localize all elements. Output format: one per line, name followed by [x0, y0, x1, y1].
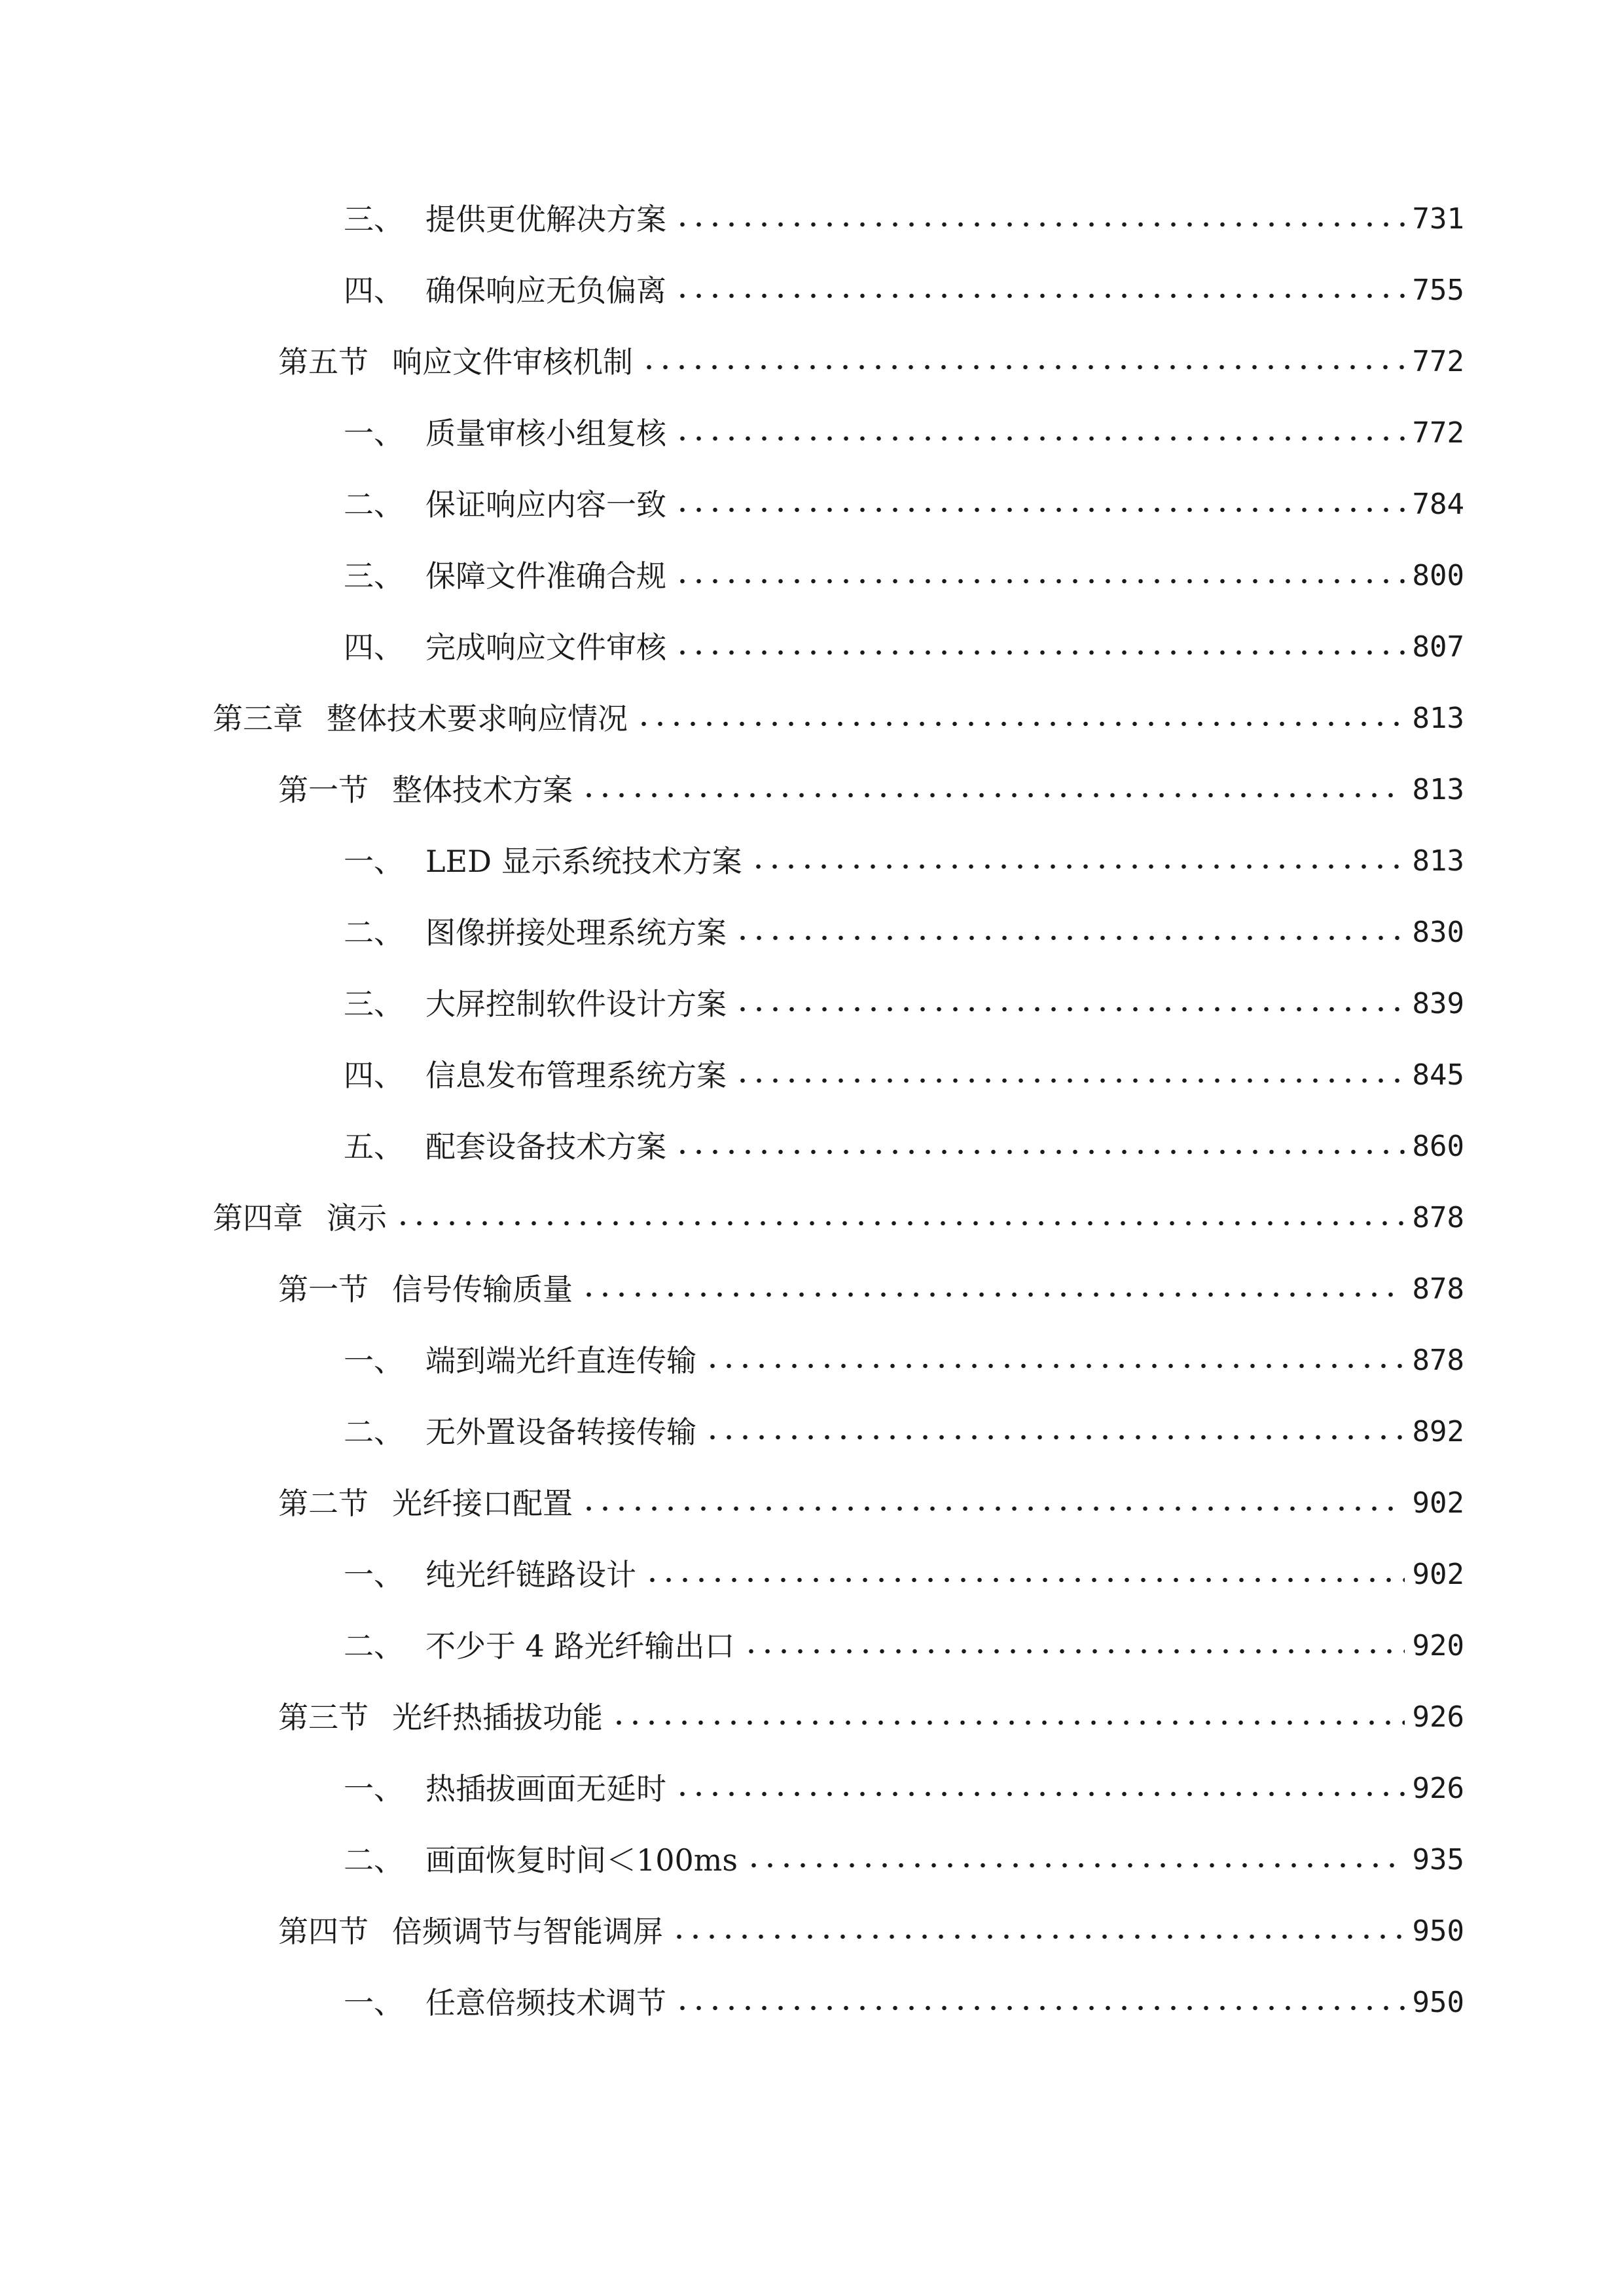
entry-title: 大屏控制软件设计方案	[425, 986, 727, 1022]
dot-leader	[734, 906, 1405, 959]
toc-entry[interactable]	[278, 764, 1464, 816]
entry-number: 第三节	[278, 1700, 369, 1735]
entry-title: 保障文件准确合规	[425, 558, 666, 594]
entry-page-number: 902	[1412, 1486, 1464, 1520]
dot-leader	[674, 621, 1405, 673]
entry-page-number: 755	[1412, 274, 1464, 307]
dot-leader	[674, 1977, 1405, 2029]
entry-page-number: 784	[1412, 488, 1464, 521]
entry-number: 一、	[344, 416, 404, 451]
toc-entry[interactable]	[344, 550, 1464, 602]
entry-page-number: 950	[1412, 1914, 1464, 1948]
dot-leader	[674, 193, 1405, 245]
dot-leader	[581, 764, 1405, 816]
dot-leader	[395, 1192, 1405, 1244]
dot-leader	[734, 1049, 1405, 1102]
toc-entry[interactable]	[278, 1477, 1464, 1530]
dot-leader	[743, 1620, 1405, 1672]
entry-number: 第三章	[213, 701, 303, 736]
entry-title: 保证响应内容一致	[425, 487, 666, 522]
entry-number: 二、	[344, 1628, 404, 1664]
entry-title: 配套设备技术方案	[425, 1129, 666, 1164]
entry-page-number: 839	[1412, 987, 1464, 1020]
dot-leader	[674, 407, 1405, 459]
toc-entry[interactable]	[344, 1335, 1464, 1387]
dot-leader	[674, 1763, 1405, 1815]
entry-number: 三、	[344, 558, 404, 594]
toc-entry[interactable]	[344, 193, 1464, 245]
entry-title: 响应文件审核机制	[392, 344, 633, 380]
dot-leader	[750, 835, 1405, 888]
dot-leader	[581, 1477, 1405, 1530]
entry-number: 四、	[344, 630, 404, 665]
entry-page-number: 950	[1412, 1986, 1464, 2019]
entry-number: 第二节	[278, 1486, 369, 1521]
entry-title: 任意倍频技术调节	[425, 1985, 666, 2020]
dot-leader	[734, 978, 1405, 1030]
entry-page-number: 878	[1412, 1201, 1464, 1234]
entry-page-number: 813	[1412, 702, 1464, 735]
toc-entry[interactable]	[278, 336, 1464, 388]
entry-title: LED 显示系统技术方案	[425, 844, 742, 879]
toc-entry[interactable]	[344, 478, 1464, 531]
entry-number: 第四节	[278, 1914, 369, 1949]
entry-title: 提供更优解决方案	[425, 202, 666, 237]
entry-title: 整体技术要求响应情况	[327, 701, 628, 736]
toc-entry[interactable]	[344, 978, 1464, 1030]
entry-page-number: 892	[1412, 1415, 1464, 1448]
entry-number: 五、	[344, 1129, 404, 1164]
dot-leader	[704, 1335, 1405, 1387]
entry-title: 完成响应文件审核	[425, 630, 666, 665]
entry-title: 光纤热插拔功能	[392, 1700, 603, 1735]
toc-entry[interactable]	[213, 692, 1464, 745]
dot-leader	[644, 1549, 1405, 1601]
entry-number: 三、	[344, 202, 404, 237]
entry-page-number: 926	[1412, 1700, 1464, 1734]
entry-page-number: 878	[1412, 1272, 1464, 1306]
dot-leader	[636, 692, 1405, 745]
entry-page-number: 800	[1412, 559, 1464, 592]
entry-number: 一、	[344, 844, 404, 879]
entry-title: 无外置设备转接传输	[425, 1414, 696, 1450]
entry-title: 整体技术方案	[392, 772, 573, 808]
entry-title: 确保响应无负偏离	[425, 273, 666, 308]
toc-entry[interactable]	[278, 1905, 1464, 1958]
toc-entry[interactable]	[344, 906, 1464, 959]
toc-entry[interactable]	[344, 621, 1464, 673]
entry-number: 二、	[344, 487, 404, 522]
toc-entry[interactable]	[344, 1406, 1464, 1458]
entry-page-number: 813	[1412, 844, 1464, 878]
toc-entry[interactable]	[344, 835, 1464, 888]
entry-title: 信息发布管理系统方案	[425, 1058, 727, 1093]
dot-leader	[674, 478, 1405, 531]
entry-page-number: 731	[1412, 202, 1464, 236]
dot-leader	[611, 1691, 1405, 1744]
dot-leader	[671, 1905, 1405, 1958]
toc-entry[interactable]	[213, 1192, 1464, 1244]
entry-page-number: 845	[1412, 1058, 1464, 1092]
toc-entry[interactable]	[344, 1121, 1464, 1173]
entry-page-number: 902	[1412, 1558, 1464, 1591]
toc-entry[interactable]	[344, 1620, 1464, 1672]
entry-title: 质量审核小组复核	[425, 416, 666, 451]
dot-leader	[674, 264, 1405, 317]
dot-leader	[674, 550, 1405, 602]
toc-entry[interactable]	[344, 1049, 1464, 1102]
entry-page-number: 926	[1412, 1772, 1464, 1805]
entry-title: 纯光纤链路设计	[425, 1557, 636, 1592]
entry-number: 四、	[344, 1058, 404, 1093]
entry-number: 一、	[344, 1985, 404, 2020]
entry-title: 光纤接口配置	[392, 1486, 573, 1521]
toc-entry[interactable]	[344, 1763, 1464, 1815]
entry-number: 四、	[344, 273, 404, 308]
entry-number: 第五节	[278, 344, 369, 380]
entry-number: 第一节	[278, 1272, 369, 1307]
toc-entry[interactable]	[344, 407, 1464, 459]
entry-number: 三、	[344, 986, 404, 1022]
toc-entry[interactable]	[344, 1549, 1464, 1601]
entry-number: 二、	[344, 915, 404, 950]
entry-number: 二、	[344, 1842, 404, 1878]
entry-number: 一、	[344, 1557, 404, 1592]
toc-entry[interactable]	[278, 1691, 1464, 1744]
toc-entry[interactable]	[344, 1977, 1464, 2029]
entry-title: 信号传输质量	[392, 1272, 573, 1307]
dot-leader	[746, 1834, 1404, 1886]
dot-leader	[581, 1263, 1405, 1316]
entry-title: 端到端光纤直连传输	[425, 1343, 696, 1378]
dot-leader	[674, 1121, 1405, 1173]
entry-page-number: 807	[1412, 630, 1464, 664]
entry-page-number: 830	[1412, 916, 1464, 949]
entry-page-number: 813	[1412, 773, 1464, 806]
toc-entry[interactable]	[344, 1834, 1464, 1886]
entry-page-number: 920	[1412, 1629, 1464, 1662]
dot-leader	[641, 336, 1405, 388]
entry-title: 倍频调节与智能调屏	[392, 1914, 663, 1949]
toc-entry[interactable]	[278, 1263, 1464, 1316]
entry-page-number: 772	[1412, 345, 1464, 378]
entry-page-number: 772	[1412, 416, 1464, 450]
entry-title: 图像拼接处理系统方案	[425, 915, 727, 950]
toc-entry[interactable]	[344, 264, 1464, 317]
entry-number: 一、	[344, 1343, 404, 1378]
entry-number: 二、	[344, 1414, 404, 1450]
entry-title: 热插拔画面无延时	[425, 1771, 666, 1806]
entry-number: 第四章	[213, 1200, 303, 1236]
entry-number: 一、	[344, 1771, 404, 1806]
entry-number: 第一节	[278, 772, 369, 808]
entry-title: 画面恢复时间＜100ms	[425, 1842, 738, 1878]
entry-page-number: 860	[1412, 1130, 1464, 1163]
entry-title: 演示	[327, 1200, 387, 1236]
entry-page-number: 935	[1412, 1843, 1464, 1876]
entry-title: 不少于 4 路光纤输出口	[425, 1628, 735, 1664]
entry-page-number: 878	[1412, 1344, 1464, 1377]
dot-leader	[704, 1406, 1405, 1458]
